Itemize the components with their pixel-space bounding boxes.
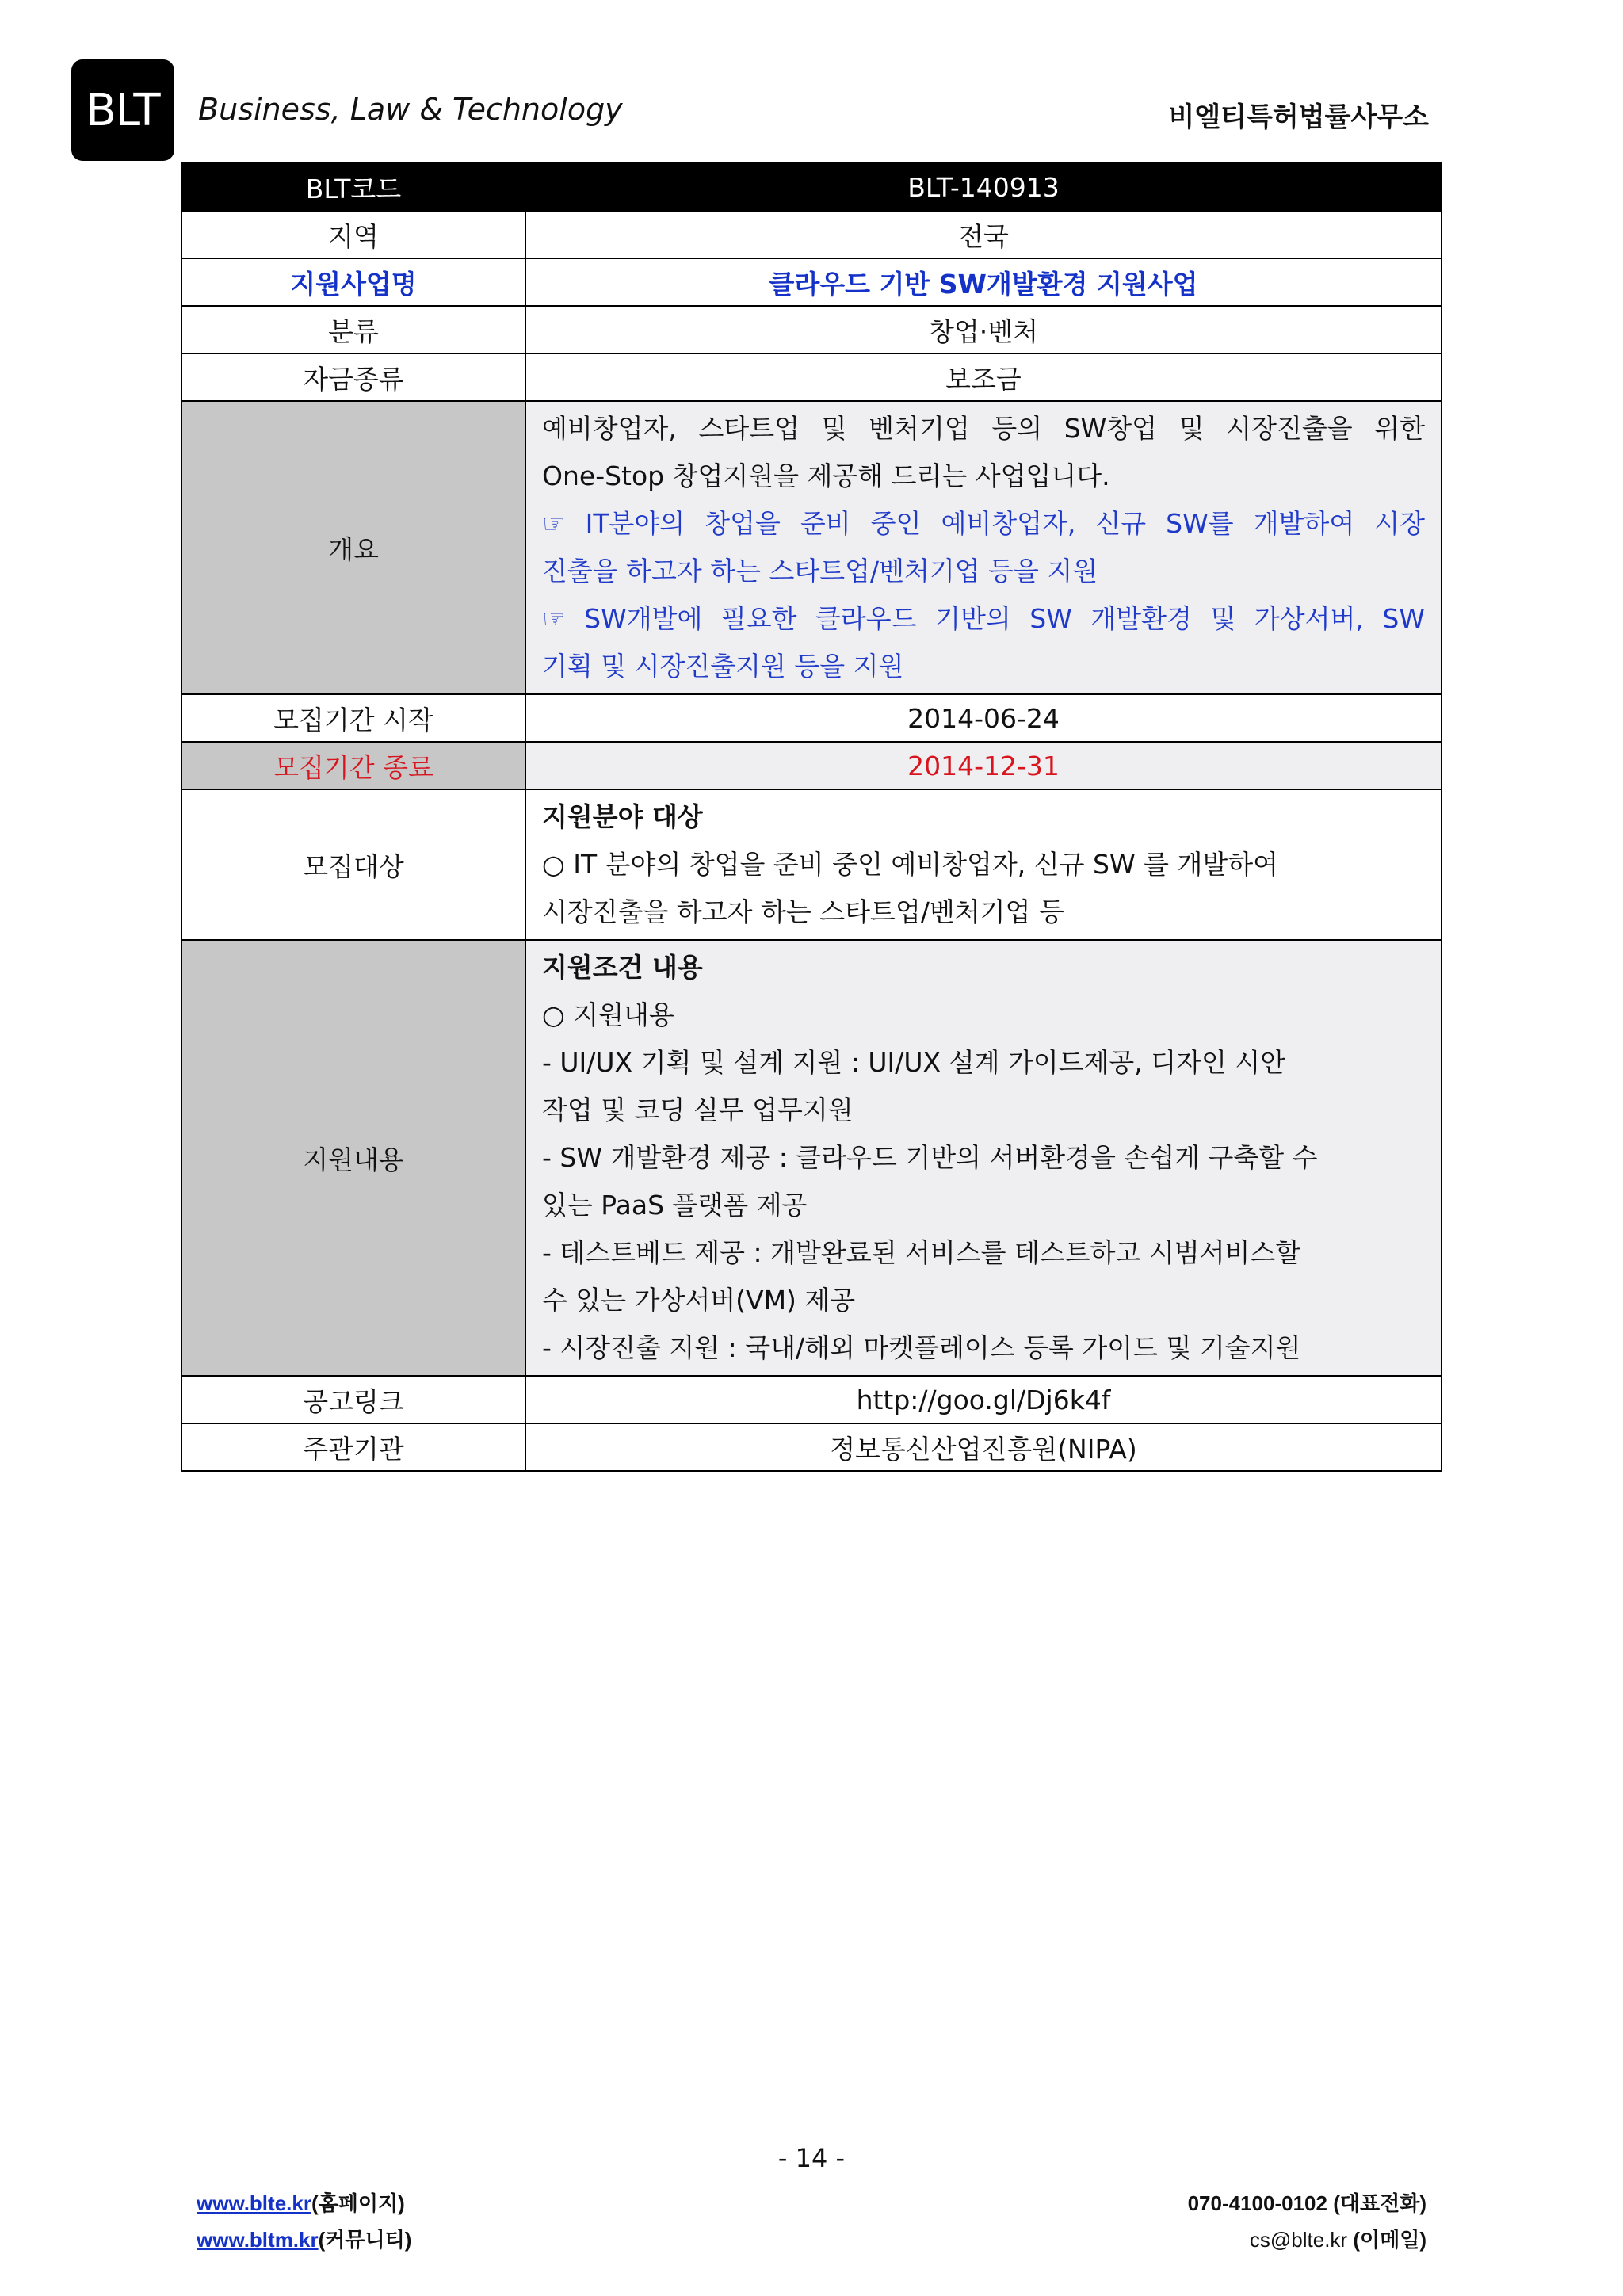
phone-label: (대표전화) xyxy=(1333,2191,1426,2215)
homepage-label: (홈페이지) xyxy=(311,2191,405,2215)
overview-label: 개요 xyxy=(181,401,525,694)
target-value xyxy=(525,789,1442,940)
fund-type-label: 자금종류 xyxy=(181,353,525,401)
support-heading: 지원조건 내용 xyxy=(542,952,703,983)
program-value: 클라우드 기반 SW개발환경 지원사업 xyxy=(525,258,1442,306)
target-label: 모집대상 xyxy=(181,789,525,940)
table-row xyxy=(181,742,1442,789)
table-row xyxy=(181,401,1442,694)
support-line: 있는 PaaS 플랫폼 제공 xyxy=(542,1190,808,1221)
table-row xyxy=(181,163,1442,211)
program-label: 지원사업명 xyxy=(181,258,525,306)
table-row xyxy=(181,306,1442,353)
support-value xyxy=(525,940,1442,1376)
category-label: 분류 xyxy=(181,306,525,353)
start-value: 2014-06-24 xyxy=(525,694,1442,742)
overview-value xyxy=(525,401,1442,694)
community-link[interactable]: www.bltm.kr xyxy=(197,2228,319,2252)
table-row xyxy=(181,1423,1442,1471)
support-line: - 테스트베드 제공 : 개발완료된 서비스를 테스트하고 시범서비스할 xyxy=(542,1237,1301,1268)
community-label: (커뮤니티) xyxy=(318,2228,412,2252)
table-row xyxy=(181,694,1442,742)
overview-line: 예비창업자, 스타트업 및 벤처기업 등의 SW창업 및 시장진출을 위한 xyxy=(542,413,1425,444)
footer-email xyxy=(1250,2224,1426,2253)
table-row xyxy=(181,353,1442,401)
end-value: 2014-12-31 xyxy=(525,742,1442,789)
agency-label: 주관기관 xyxy=(181,1423,525,1471)
tagline: Business, Law & Technology xyxy=(198,92,623,127)
category-value: 창업·벤처 xyxy=(525,306,1442,353)
code-value: BLT-140913 xyxy=(525,163,1442,211)
footer-homepage xyxy=(197,2187,405,2217)
link-label: 공고링크 xyxy=(181,1376,525,1423)
footer-phone xyxy=(1188,2187,1426,2217)
table-row xyxy=(181,211,1442,258)
email-label: (이메일) xyxy=(1353,2228,1426,2252)
footer-community xyxy=(197,2224,411,2253)
table-row xyxy=(181,258,1442,306)
support-line: - UI/UX 기획 및 설계 지원 : UI/UX 설계 가이드제공, 디자인 시안 xyxy=(542,1047,1286,1078)
support-line: ○ 지원내용 xyxy=(542,999,674,1030)
support-line: 작업 및 코딩 실무 업무지원 xyxy=(542,1095,854,1125)
fund-type-value: 보조금 xyxy=(525,353,1442,401)
overview-line: ☞ IT분야의 창업을 준비 중인 예비창업자, 신규 SW를 개발하여 시장 xyxy=(542,508,1425,539)
code-label: BLT코드 xyxy=(181,163,525,211)
email-address[interactable]: cs@blte.kr xyxy=(1249,2228,1348,2252)
announcement-link[interactable]: http://goo.gl/Dj6k4f xyxy=(525,1376,1442,1423)
start-label: 모집기간 시작 xyxy=(181,694,525,742)
page-number: - 14 - xyxy=(777,2143,846,2173)
firm-name: 비엘티특허법률사무소 xyxy=(1168,101,1429,133)
blt-logo: BLT xyxy=(71,59,174,161)
homepage-link[interactable]: www.blte.kr xyxy=(197,2191,311,2215)
table-row xyxy=(181,1376,1442,1423)
support-label: 지원내용 xyxy=(181,940,525,1376)
overview-line: 기획 및 시장진출지원 등을 지원 xyxy=(542,651,904,682)
support-line: 수 있는 가상서버(VM) 제공 xyxy=(542,1285,856,1316)
support-line: - SW 개발환경 제공 : 클라우드 기반의 서버환경을 손쉽게 구축할 수 xyxy=(542,1142,1318,1173)
region-value: 전국 xyxy=(525,211,1442,258)
table-row xyxy=(181,940,1442,1376)
target-heading: 지원분야 대상 xyxy=(542,801,703,832)
phone-number: 070-4100-0102 xyxy=(1187,2191,1327,2215)
target-line: 시장진출을 하고자 하는 스타트업/벤처기업 등 xyxy=(542,896,1064,927)
target-line: ○ IT 분야의 창업을 준비 중인 예비창업자, 신규 SW 를 개발하여 xyxy=(542,849,1278,880)
overview-line: One-Stop 창업지원을 제공해 드리는 사업입니다. xyxy=(542,460,1110,491)
program-info-table xyxy=(181,162,1442,1472)
overview-line: 진출을 하고자 하는 스타트업/벤처기업 등을 지원 xyxy=(542,556,1098,586)
support-line: - 시장진출 지원 : 국내/해외 마켓플레이스 등록 가이드 및 기술지원 xyxy=(542,1332,1301,1363)
overview-line: ☞ SW개발에 필요한 클라우드 기반의 SW 개발환경 및 가상서버, SW xyxy=(542,603,1425,634)
table-row xyxy=(181,789,1442,940)
end-label: 모집기간 종료 xyxy=(181,742,525,789)
agency-value: 정보통신산업진흥원(NIPA) xyxy=(525,1423,1442,1471)
region-label: 지역 xyxy=(181,211,525,258)
